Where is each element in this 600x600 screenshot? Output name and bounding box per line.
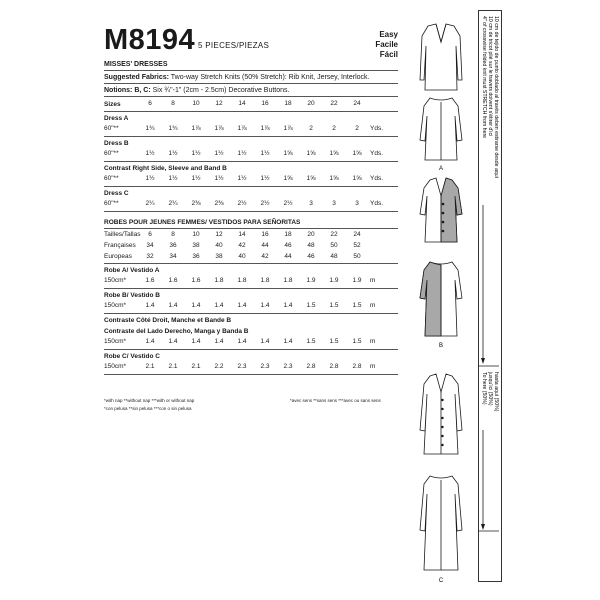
table-cell: 1.4 xyxy=(260,338,270,345)
table-cell: 8 xyxy=(171,231,175,238)
table-cell: 1½ xyxy=(145,150,155,157)
table-cell: 44 xyxy=(261,242,269,249)
arrow-down-icon xyxy=(481,524,485,530)
stretch-guide xyxy=(478,10,500,580)
row-label: Europeas xyxy=(104,253,132,260)
table-cell: 2 xyxy=(309,125,313,132)
table-cell: 1½ xyxy=(214,150,224,157)
table-cell: 40 xyxy=(215,242,223,249)
size-row xyxy=(104,253,398,262)
table-cell: 8 xyxy=(171,100,175,107)
table-cell: 20 xyxy=(307,100,315,107)
table-cell: 38 xyxy=(192,242,200,249)
table-cell: 20 xyxy=(307,231,315,238)
table-cell: 52 xyxy=(353,242,361,249)
table-cell: 16 xyxy=(261,100,269,107)
table-cell: 3 xyxy=(309,200,313,207)
table-cell: 1.8 xyxy=(237,277,247,284)
table-cell: 1⅝ xyxy=(329,150,339,157)
stretch-text-fr: 10 cm de tricot plié sur le travers doivent s'étirer d'ici xyxy=(487,16,493,137)
size-row xyxy=(104,242,398,251)
table-cell: 1½ xyxy=(191,175,201,182)
view-c-front-illustration xyxy=(420,374,462,454)
table-cell: 50 xyxy=(353,253,361,260)
table-cell: 1.6 xyxy=(168,277,178,284)
table-row xyxy=(104,302,398,311)
table-cell: 14 xyxy=(238,231,246,238)
table-cell: 2.3 xyxy=(237,363,247,370)
table-cell: 1.4 xyxy=(168,302,178,309)
row-label: 60"** xyxy=(104,150,119,157)
unit-label: Yds. xyxy=(370,125,384,132)
table-cell: 1.4 xyxy=(283,302,293,309)
arrow-down-icon xyxy=(481,358,485,364)
unit-label: m xyxy=(370,302,376,309)
table-cell: 6 xyxy=(148,231,152,238)
table-cell: 3 xyxy=(332,200,336,207)
suggested-fabrics: Suggested Fabrics: Two-way Stretch Knits (50% Stretch): Rib Knit, Jersey, Interlock. xyxy=(104,74,370,81)
table-cell: 16 xyxy=(261,231,269,238)
row-label: 150cm* xyxy=(104,363,127,370)
table-cell: 1.5 xyxy=(306,338,316,345)
table-cell: 50 xyxy=(330,242,338,249)
unit-label: m xyxy=(370,277,376,284)
table-cell: 1½ xyxy=(260,175,270,182)
table-cell: 24 xyxy=(353,100,361,107)
table-cell: 24 xyxy=(353,231,361,238)
table-cell: 1.9 xyxy=(352,277,362,284)
sizes-row xyxy=(104,100,398,109)
table-cell: 1⅞ xyxy=(260,125,270,132)
table-cell: 44 xyxy=(284,253,292,260)
section-title-en: MISSES' DRESSES xyxy=(104,61,168,68)
table-cell: 1.5 xyxy=(329,302,339,309)
table-cell: 1.4 xyxy=(237,302,247,309)
table-cell: 38 xyxy=(215,253,223,260)
unit-label: Yds. xyxy=(370,150,384,157)
table-cell: 1½ xyxy=(145,175,155,182)
table-cell: 1.4 xyxy=(145,338,155,345)
table-row xyxy=(104,277,398,286)
table-cell: 1⅞ xyxy=(214,125,224,132)
view-a-label: A xyxy=(438,166,444,172)
table-cell: 3 xyxy=(355,200,359,207)
table-cell: 1.9 xyxy=(329,277,339,284)
table-cell: 34 xyxy=(169,253,177,260)
sizes-label: Sizes xyxy=(104,101,121,108)
unit-label: Yds. xyxy=(370,175,384,182)
table-cell: 2¼ xyxy=(145,200,155,207)
table-cell: 2¼ xyxy=(168,200,178,207)
stretch-end-en: To here (50%) xyxy=(481,372,487,405)
table-cell: 1.5 xyxy=(329,338,339,345)
row-label: Françaises xyxy=(104,242,136,249)
notions: Notions: B, C: Six ¾"-1" (2cm - 2.5cm) Decorative Buttons. xyxy=(104,87,290,94)
table-cell: 1.5 xyxy=(306,302,316,309)
unit-label: Yds. xyxy=(370,200,384,207)
difficulty-label xyxy=(340,30,398,60)
table-cell: 1.4 xyxy=(214,338,224,345)
difficulty-fr: Facile xyxy=(375,40,398,49)
unit-label: m xyxy=(370,363,376,370)
section-title-fr: ROBES POUR JEUNES FEMMES/ VESTIDOS PARA SEÑORITAS xyxy=(104,219,301,226)
table-cell: 40 xyxy=(238,253,246,260)
table-cell: 2.1 xyxy=(191,363,201,370)
stretch-end-fr: jusqu'ici (50%) xyxy=(487,372,493,406)
table-cell: 1.4 xyxy=(283,338,293,345)
table-cell: 32 xyxy=(146,253,154,260)
table-cell: 1⅞ xyxy=(237,125,247,132)
table-cell: 2½ xyxy=(260,200,270,207)
table-cell: 1.4 xyxy=(191,302,201,309)
view-b-front-illustration xyxy=(420,178,462,242)
table-cell: 1.5 xyxy=(352,302,362,309)
table-cell: 1½ xyxy=(168,150,178,157)
piece-count: 5 PIECES/PIEZAS xyxy=(198,41,270,50)
table-cell: 1⅝ xyxy=(352,150,362,157)
table-row xyxy=(104,200,398,209)
table-cell: 1.4 xyxy=(191,338,201,345)
table-row xyxy=(104,175,398,184)
table-cell: 1½ xyxy=(260,150,270,157)
view-c-back-illustration xyxy=(420,476,462,570)
table-cell: 42 xyxy=(238,242,246,249)
stretch-text-es: 10 cm de tejido de punto doblado al través deben estirarse desde aquí xyxy=(493,16,499,179)
table-cell: 1¾ xyxy=(145,125,155,132)
table-cell: 46 xyxy=(284,242,292,249)
row-label: 60"** xyxy=(104,125,119,132)
table-cell: 48 xyxy=(307,242,315,249)
table-cell: 1.4 xyxy=(260,302,270,309)
table-cell: 2.3 xyxy=(260,363,270,370)
table-cell: 1½ xyxy=(168,175,178,182)
table-cell: 2½ xyxy=(237,200,247,207)
table-cell: 1⅞ xyxy=(283,125,293,132)
unit-label: m xyxy=(370,338,376,345)
table-cell: 1½ xyxy=(237,150,247,157)
footnote-es: *con pelusa **sin pelusa ***con o sin pelusa xyxy=(104,406,192,411)
table-cell: 1⅞ xyxy=(191,125,201,132)
group-title: Contraste Côté Droit, Manche et Bande B xyxy=(104,317,232,324)
table-cell: 2.2 xyxy=(214,363,224,370)
row-label: 150cm* xyxy=(104,277,127,284)
table-cell: 1.4 xyxy=(237,338,247,345)
table-cell: 12 xyxy=(215,231,223,238)
row-label: 150cm* xyxy=(104,302,127,309)
table-cell: 36 xyxy=(192,253,200,260)
table-cell: 2⅜ xyxy=(214,200,224,207)
footnote-en: *with nap **without nap ***with or without nap xyxy=(104,398,195,403)
view-b-label: B xyxy=(438,343,444,349)
table-cell: 1⅝ xyxy=(283,175,293,182)
table-cell: 2.1 xyxy=(145,363,155,370)
table-cell: 1.4 xyxy=(145,302,155,309)
table-cell: 1⅝ xyxy=(306,150,316,157)
table-cell: 2 xyxy=(332,125,336,132)
group-title: Robe A/ Vestido A xyxy=(104,267,160,274)
table-cell: 1⅝ xyxy=(283,150,293,157)
table-cell: 1.5 xyxy=(352,338,362,345)
table-cell: 46 xyxy=(307,253,315,260)
view-a-back-illustration xyxy=(420,98,462,160)
table-cell: 1⅝ xyxy=(352,175,362,182)
table-cell: 2.1 xyxy=(168,363,178,370)
group-title: Dress B xyxy=(104,140,129,147)
view-b-back-illustration xyxy=(420,262,462,336)
row-label: 60"** xyxy=(104,175,119,182)
table-cell: 1.6 xyxy=(191,277,201,284)
group-title: Contraste del Lado Derecho, Manga y Banda B xyxy=(104,328,249,335)
stretch-end-es: hasta aquí (50%) xyxy=(493,372,499,412)
table-cell: 2.8 xyxy=(306,363,316,370)
table-cell: 2⅜ xyxy=(191,200,201,207)
table-cell: 22 xyxy=(330,100,338,107)
table-cell: 10 xyxy=(192,231,200,238)
table-cell: 14 xyxy=(238,100,246,107)
table-cell: 12 xyxy=(215,100,223,107)
view-a-front-illustration xyxy=(420,24,462,90)
table-cell: 1⅝ xyxy=(306,175,316,182)
group-title: Robe B/ Vestido B xyxy=(104,292,160,299)
table-cell: 1⅝ xyxy=(329,175,339,182)
table-cell: 10 xyxy=(192,100,200,107)
table-cell: 36 xyxy=(169,242,177,249)
row-label: 60"** xyxy=(104,200,119,207)
table-cell: 1.9 xyxy=(306,277,316,284)
view-c-label: C xyxy=(438,578,444,584)
table-row xyxy=(104,338,398,347)
table-cell: 1¾ xyxy=(168,125,178,132)
table-cell: 1½ xyxy=(237,175,247,182)
difficulty-en: Easy xyxy=(379,30,398,39)
group-title: Contrast Right Side, Sleeve and Band B xyxy=(104,165,227,172)
table-cell: 2.3 xyxy=(283,363,293,370)
table-cell: 22 xyxy=(330,231,338,238)
stretch-text-en: 4" of crosswise folded knit must STRETCH from here xyxy=(481,16,487,139)
table-cell: 48 xyxy=(330,253,338,260)
pattern-number: M8194 xyxy=(104,24,196,56)
table-cell: 18 xyxy=(284,100,292,107)
table-cell: 2 xyxy=(355,125,359,132)
table-cell: 1.4 xyxy=(168,338,178,345)
table-cell: 1.4 xyxy=(214,302,224,309)
row-label: 150cm* xyxy=(104,338,127,345)
group-title: Dress A xyxy=(104,115,129,122)
difficulty-es: Fácil xyxy=(379,50,398,59)
table-cell: 42 xyxy=(261,253,269,260)
table-cell: 6 xyxy=(148,100,152,107)
table-cell: 2.8 xyxy=(329,363,339,370)
table-row xyxy=(104,150,398,159)
size-row xyxy=(104,231,398,240)
footnote-fr: *avec sens **sans sens ***avec ou sans sens xyxy=(290,398,381,403)
row-label: Tailles/Tallas xyxy=(104,231,141,238)
table-cell: 1.8 xyxy=(260,277,270,284)
garment-views xyxy=(404,10,479,590)
table-cell: 1½ xyxy=(191,150,201,157)
table-cell: 18 xyxy=(284,231,292,238)
table-cell: 34 xyxy=(146,242,154,249)
table-row xyxy=(104,125,398,134)
table-cell: 1.6 xyxy=(145,277,155,284)
table-cell: 2½ xyxy=(283,200,293,207)
table-row xyxy=(104,363,398,372)
table-cell: 1.8 xyxy=(214,277,224,284)
table-cell: 1½ xyxy=(214,175,224,182)
table-cell: 1.8 xyxy=(283,277,293,284)
group-title: Robe C/ Vestido C xyxy=(104,353,160,360)
group-title: Dress C xyxy=(104,190,129,197)
table-cell: 2.8 xyxy=(352,363,362,370)
